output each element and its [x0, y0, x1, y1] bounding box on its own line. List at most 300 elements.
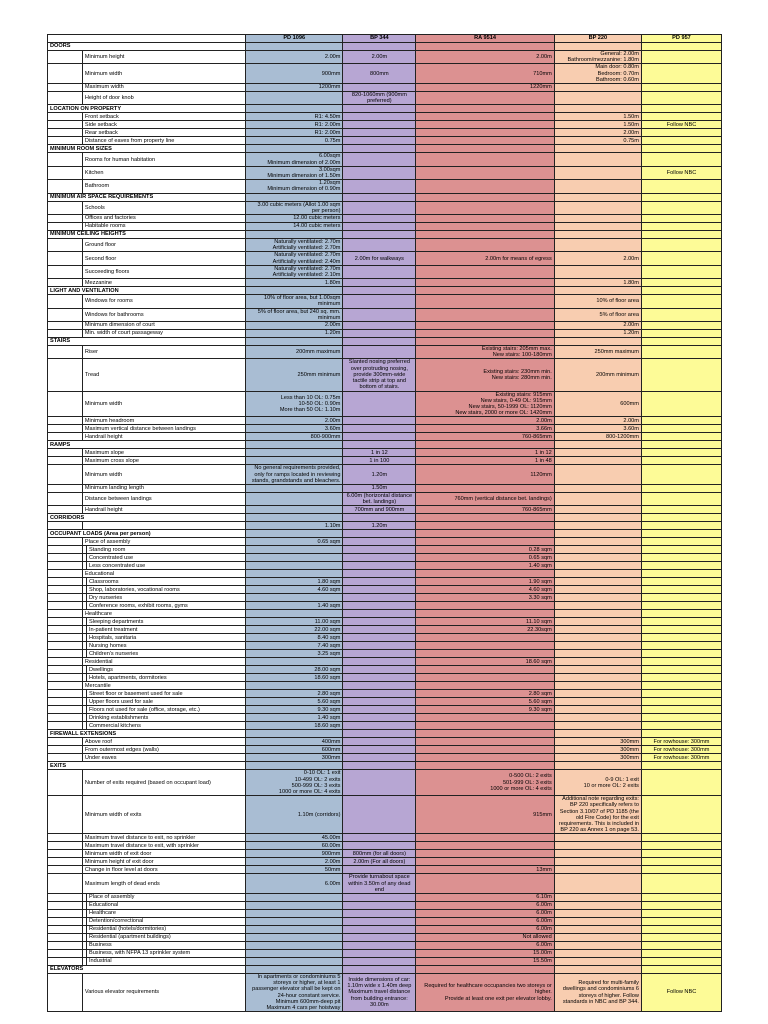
bp344-cell: [343, 722, 416, 730]
cell-line: Less than 10 OL: 0.75m: [280, 394, 341, 401]
table-row: [48, 917, 722, 925]
bp344-cell: [343, 933, 416, 941]
pd1096-cell: 600mm: [246, 746, 343, 754]
cell-line: Existing stairs: 230mm min.: [483, 368, 552, 375]
section-pd957-cell: [641, 193, 721, 201]
bp220-cell: [554, 941, 641, 949]
cell-line: Naturally ventilated: 2.70m: [274, 265, 341, 272]
indent-cell: [48, 690, 83, 698]
table-row: [48, 433, 722, 441]
row-label: Front setback: [82, 113, 245, 121]
indent-cell: [48, 850, 83, 858]
pd1096-cell: [246, 570, 343, 578]
indent-cell: [48, 457, 83, 465]
ra9514-cell: 13mm: [416, 866, 554, 874]
pd1096-cell: [246, 770, 343, 796]
bp220-cell: 300mm: [554, 746, 641, 754]
row-label: Business, with NFPA 13 sprinkler system: [86, 949, 245, 957]
section-bp344-cell: [343, 338, 416, 346]
indent-cell: [48, 626, 83, 634]
indent-cell: [48, 893, 83, 901]
bp344-cell: [343, 674, 416, 682]
section-bp344-cell: [343, 530, 416, 538]
indent-cell: [48, 546, 83, 554]
indent-cell: [48, 322, 83, 330]
section-bp220-cell: [554, 730, 641, 738]
cell-line: Main door: 0.80m: [595, 64, 639, 71]
header-blank-cell: [48, 35, 246, 43]
row-label: Bathroom: [82, 180, 245, 193]
pd957-cell: [641, 538, 721, 546]
pd957-cell: [641, 796, 721, 834]
ra9514-cell: [416, 738, 554, 746]
section-bp344-cell: [343, 43, 416, 51]
row-label: Maximum cross slope: [82, 457, 245, 465]
bp344-cell: 1 in 100: [343, 457, 416, 465]
bp220-cell: [554, 842, 641, 850]
bp344-cell: [343, 578, 416, 586]
ra9514-cell: [416, 634, 554, 642]
section-title: RAMPS: [48, 441, 246, 449]
table-row: [48, 602, 722, 610]
row-label: Hospitals, sanitaria: [86, 634, 245, 642]
ra9514-cell: 1 in 48: [416, 457, 554, 465]
section-title: FIREWALL EXTENSIONS: [48, 730, 246, 738]
ra9514-cell: 3.66m: [416, 425, 554, 433]
pd1096-cell: [246, 449, 343, 457]
cell-line: New stairs, 0-49 OL: 915mm: [480, 397, 552, 404]
row-label: Ground floor: [82, 239, 245, 252]
indent-cell: [48, 634, 83, 642]
ra9514-cell: 760-865mm: [416, 433, 554, 441]
section-title: ELEVATORS: [48, 965, 246, 973]
pd1096-cell: [246, 252, 343, 265]
table-row: [48, 425, 722, 433]
ra9514-cell: 15.00m: [416, 949, 554, 957]
row-label: Distance of eaves from property line: [82, 137, 245, 145]
ra9514-cell: [416, 180, 554, 193]
section-title: MINIMUM CEILING HEIGHTS: [48, 231, 246, 239]
pd957-cell: [641, 51, 721, 64]
bp220-cell: 2.00m: [554, 252, 641, 265]
section-bp220-cell: [554, 965, 641, 973]
bp344-cell: [343, 973, 416, 1011]
ra9514-cell: [416, 650, 554, 658]
bp344-cell: [343, 391, 416, 417]
section-ra9514-cell: [416, 43, 554, 51]
ra9514-cell: [416, 842, 554, 850]
bp220-cell: [554, 957, 641, 965]
bp220-cell: [554, 538, 641, 546]
ra9514-cell: 5.60 sqm: [416, 698, 554, 706]
ra9514-cell: [416, 722, 554, 730]
row-label: Street floor or basement used for sale: [86, 690, 245, 698]
bp344-cell: [343, 650, 416, 658]
pd1096-cell: [246, 658, 343, 666]
pd957-cell: Follow NBC: [641, 166, 721, 179]
pd957-cell: [641, 265, 721, 278]
section-pd957-cell: [641, 105, 721, 113]
section-header-row: [48, 287, 722, 295]
bp344-cell: 1.20m: [343, 465, 416, 485]
ra9514-cell: [416, 754, 554, 762]
pd957-cell: [641, 433, 721, 441]
ra9514-cell: [416, 973, 554, 1011]
ra9514-cell: Not allowed: [416, 933, 554, 941]
table-row: [48, 901, 722, 909]
table-row: [48, 465, 722, 485]
bp344-cell: [343, 698, 416, 706]
row-label: Succeeding floors: [82, 265, 245, 278]
bp344-cell: [343, 129, 416, 137]
table-row: [48, 201, 722, 214]
cell-line: Minimum dimension of 1.50m: [267, 173, 341, 180]
ra9514-cell: [416, 391, 554, 417]
pd1096-cell: 3.60m: [246, 425, 343, 433]
row-label: Standing room: [86, 546, 245, 554]
pd957-cell: [641, 706, 721, 714]
row-label: Dwellings: [86, 666, 245, 674]
row-label: Maximum vertical distance between landings: [82, 425, 245, 433]
ra9514-cell: 6.10m: [416, 893, 554, 901]
pd957-cell: [641, 322, 721, 330]
pd1096-cell: 200mm maximum: [246, 346, 343, 359]
section-bp344-cell: [343, 105, 416, 113]
indent-cell: [48, 433, 83, 441]
section-header-row: [48, 762, 722, 770]
bp344-cell: [343, 180, 416, 193]
cell-line: Minimum dimension of 0.90m: [267, 186, 341, 193]
bp220-cell: [554, 223, 641, 231]
bp344-cell: [343, 554, 416, 562]
pd1096-cell: [246, 594, 343, 602]
indent-cell: [48, 215, 83, 223]
pd957-cell: [641, 215, 721, 223]
section-pd957-cell: [641, 514, 721, 522]
row-label: Minimum width: [82, 391, 245, 417]
ra9514-cell: 1.90 sqm: [416, 578, 554, 586]
section-header-row: [48, 338, 722, 346]
bp344-cell: [343, 754, 416, 762]
bp220-cell: [554, 449, 641, 457]
pd957-cell: [641, 858, 721, 866]
pd957-cell: [641, 457, 721, 465]
bp344-cell: [343, 308, 416, 321]
requirements-table: [47, 34, 722, 1012]
bp220-cell: [554, 594, 641, 602]
bp344-cell: [343, 866, 416, 874]
pd1096-cell: 6.00m: [246, 874, 343, 894]
section-title: LIGHT AND VENTILATION: [48, 287, 246, 295]
section-pd957-cell: [641, 441, 721, 449]
row-label: Detention/correctional: [86, 917, 245, 925]
ra9514-cell: 1.40 sqm: [416, 562, 554, 570]
row-label: Second floor: [82, 252, 245, 265]
bp344-cell: 2.00m for walkways: [343, 252, 416, 265]
pd1096-cell: [246, 484, 343, 492]
ra9514-cell: [416, 113, 554, 121]
ra9514-cell: [416, 346, 554, 359]
header-bp220: BP 220: [554, 35, 641, 43]
pd1096-cell: 1.10m (corridors): [246, 796, 343, 834]
pd1096-cell: [246, 562, 343, 570]
pd1096-cell: 60.00m: [246, 842, 343, 850]
section-bp220-cell: [554, 43, 641, 51]
ra9514-cell: 0.28 sqm: [416, 546, 554, 554]
bp344-cell: [343, 690, 416, 698]
indent-cell: [48, 425, 83, 433]
pd1096-cell: 0.65 sqm: [246, 538, 343, 546]
pd957-cell: [641, 308, 721, 321]
table-row: [48, 570, 722, 578]
indent-cell: [48, 925, 83, 933]
pd1096-cell: 400mm: [246, 738, 343, 746]
table-row: [48, 706, 722, 714]
cell-line: 10-50 OL: 0.90m: [298, 400, 341, 407]
ra9514-cell: 2.00m: [416, 51, 554, 64]
bp344-cell: [343, 834, 416, 842]
table-row: [48, 215, 722, 223]
row-label: Minimum headroom: [82, 417, 245, 425]
table-row: [48, 874, 722, 894]
cell-line: New stairs, 2000 or more OL: 1420mm: [455, 410, 552, 417]
section-bp220-cell: [554, 338, 641, 346]
table-row: [48, 279, 722, 287]
table-row: [48, 121, 722, 129]
indent-cell: [48, 917, 83, 925]
row-label: Educational: [82, 570, 245, 578]
cell-line: Bathroom: 0.60m: [596, 76, 639, 83]
bp220-cell: 2.00m: [554, 417, 641, 425]
pd957-cell: [641, 674, 721, 682]
section-pd957-cell: [641, 43, 721, 51]
bp220-cell: [554, 554, 641, 562]
bp220-cell: [554, 570, 641, 578]
table-row: [48, 457, 722, 465]
cell-line: 1.20sqm: [318, 180, 341, 187]
pd1096-cell: 28.00 sqm: [246, 666, 343, 674]
indent-cell: [48, 714, 83, 722]
table-row: [48, 925, 722, 933]
pd1096-cell: 4.60 sqm: [246, 586, 343, 594]
indent-cell: [48, 842, 83, 850]
indent-cell: [48, 346, 83, 359]
bp220-cell: [554, 634, 641, 642]
pd1096-cell: 900mm: [246, 64, 343, 84]
row-label: Upper floors used for sale: [86, 698, 245, 706]
bp220-cell: [554, 909, 641, 917]
table-row: [48, 417, 722, 425]
bp220-cell: [554, 650, 641, 658]
bp220-cell: [554, 265, 641, 278]
ra9514-cell: [416, 770, 554, 796]
pd1096-cell: 2.00m: [246, 51, 343, 64]
bp220-cell: 0.75m: [554, 137, 641, 145]
bp344-cell: 1.20m: [343, 522, 416, 530]
indent-cell: [48, 570, 83, 578]
bp220-cell: [554, 610, 641, 618]
section-title: OCCUPANT LOADS (Area per person): [48, 530, 246, 538]
ra9514-cell: [416, 295, 554, 308]
bp344-cell: [343, 842, 416, 850]
pd957-cell: [641, 682, 721, 690]
pd957-cell: [641, 850, 721, 858]
bp344-cell: [343, 166, 416, 179]
row-label: Maximum slope: [82, 449, 245, 457]
table-row: [48, 391, 722, 417]
section-header-row: [48, 105, 722, 113]
section-header-row: [48, 43, 722, 51]
table-row: [48, 658, 722, 666]
bp344-cell: [343, 610, 416, 618]
ra9514-cell: 6.00m: [416, 917, 554, 925]
row-label: Hotels, apartments, dormitories: [86, 674, 245, 682]
cell-line: Maximum travel distance from building entrance: 30.00m: [348, 989, 411, 1008]
pd957-cell: [641, 449, 721, 457]
bp344-cell: [343, 84, 416, 92]
pd957-cell: [641, 346, 721, 359]
pd1096-cell: [246, 492, 343, 505]
bp220-cell: [554, 602, 641, 610]
pd1096-cell: 1.80m: [246, 279, 343, 287]
section-bp344-cell: [343, 287, 416, 295]
section-pd1096-cell: [246, 514, 343, 522]
table-row: [48, 634, 722, 642]
row-label: Minimum width of exit door: [82, 850, 245, 858]
bp344-cell: [343, 223, 416, 231]
bp220-cell: [554, 949, 641, 957]
table-row: [48, 562, 722, 570]
indent-cell: [48, 129, 83, 137]
pd957-cell: [641, 359, 721, 391]
bp344-cell: [343, 330, 416, 338]
indent-cell: [48, 121, 83, 129]
section-bp344-cell: [343, 730, 416, 738]
bp220-cell: [554, 901, 641, 909]
indent-cell: [48, 866, 83, 874]
table-row: [48, 642, 722, 650]
pd1096-cell: [246, 546, 343, 554]
cell-line: 10 or more OL: 2 exits: [583, 782, 639, 789]
bp220-cell: [554, 682, 641, 690]
bp344-cell: [343, 666, 416, 674]
bp220-cell: 200mm minimum: [554, 359, 641, 391]
bp220-cell: [554, 201, 641, 214]
indent-cell: [48, 642, 83, 650]
indent-cell: [48, 610, 83, 618]
section-pd1096-cell: [246, 43, 343, 51]
section-title: MINIMUM AIR SPACE REQUIREMENTS: [48, 193, 246, 201]
pd1096-cell: 8.40 sqm: [246, 634, 343, 642]
bp220-cell: [554, 166, 641, 179]
bp220-cell: 600mm: [554, 391, 641, 417]
row-label: In-patient treatment: [86, 626, 245, 634]
pd1096-cell: 800-900mm: [246, 433, 343, 441]
pd1096-cell: [246, 917, 343, 925]
bp220-cell: [554, 180, 641, 193]
indent-cell: [48, 538, 83, 546]
indent-cell: [48, 722, 83, 730]
section-bp220-cell: [554, 231, 641, 239]
ra9514-cell: [416, 610, 554, 618]
pd1096-cell: [246, 909, 343, 917]
ra9514-cell: [416, 330, 554, 338]
ra9514-cell: [416, 674, 554, 682]
pd1096-cell: 9.30 sqm: [246, 706, 343, 714]
ra9514-cell: 1220mm: [416, 84, 554, 92]
indent-cell: [48, 858, 83, 866]
row-label: Minimum width of exits: [82, 796, 245, 834]
bp220-cell: 800-1200mm: [554, 433, 641, 441]
row-label: Concentrated use: [86, 554, 245, 562]
bp344-cell: [343, 562, 416, 570]
cell-line: Bathroom/mezzanine: 1.80m: [567, 57, 639, 64]
section-pd1096-cell: [246, 441, 343, 449]
pd1096-cell: 1.40 sqm: [246, 602, 343, 610]
bp344-cell: [343, 746, 416, 754]
bp220-cell: 1.50m: [554, 113, 641, 121]
table-row: [48, 594, 722, 602]
pd957-cell: [641, 909, 721, 917]
section-ra9514-cell: [416, 514, 554, 522]
ra9514-cell: [416, 166, 554, 179]
table-row: [48, 346, 722, 359]
bp344-cell: [343, 239, 416, 252]
bp220-cell: [554, 465, 641, 485]
table-row: [48, 113, 722, 121]
bp220-cell: [554, 578, 641, 586]
row-label: Kitchen: [82, 166, 245, 179]
table-row: [48, 973, 722, 1011]
section-pd957-cell: [641, 762, 721, 770]
row-label: Minimum width: [82, 64, 245, 84]
indent-cell: [48, 666, 83, 674]
bp344-cell: [343, 201, 416, 214]
bp220-cell: 5% of floor area: [554, 308, 641, 321]
ra9514-cell: 1120mm: [416, 465, 554, 485]
ra9514-cell: [416, 265, 554, 278]
pd957-cell: [641, 770, 721, 796]
pd1096-cell: R1: 2.00m: [246, 121, 343, 129]
pd1096-cell: 2.00m: [246, 858, 343, 866]
table-row: [48, 153, 722, 166]
table-row: [48, 626, 722, 634]
bp220-cell: [554, 51, 641, 64]
ra9514-cell: 18.60 sqm: [416, 658, 554, 666]
bp344-cell: [343, 594, 416, 602]
ra9514-cell: 1 in 12: [416, 449, 554, 457]
table-row: [48, 295, 722, 308]
indent-cell: [48, 330, 83, 338]
ra9514-cell: 9.30 sqm: [416, 706, 554, 714]
ra9514-cell: 3.30 sqm: [416, 594, 554, 602]
indent-cell: [48, 391, 83, 417]
pd957-cell: [641, 893, 721, 901]
pd957-cell: [641, 866, 721, 874]
bp220-cell: [554, 933, 641, 941]
cell-line: 500-999 OL: 3 exits: [291, 782, 341, 789]
ra9514-cell: [416, 874, 554, 894]
ra9514-cell: [416, 834, 554, 842]
pd1096-cell: [246, 933, 343, 941]
table-row: [48, 842, 722, 850]
ra9514-cell: [416, 129, 554, 137]
ra9514-cell: [416, 223, 554, 231]
bp344-cell: [343, 546, 416, 554]
bp344-cell: 1 in 12: [343, 449, 416, 457]
indent-cell: [48, 746, 83, 754]
indent-cell: [48, 706, 83, 714]
